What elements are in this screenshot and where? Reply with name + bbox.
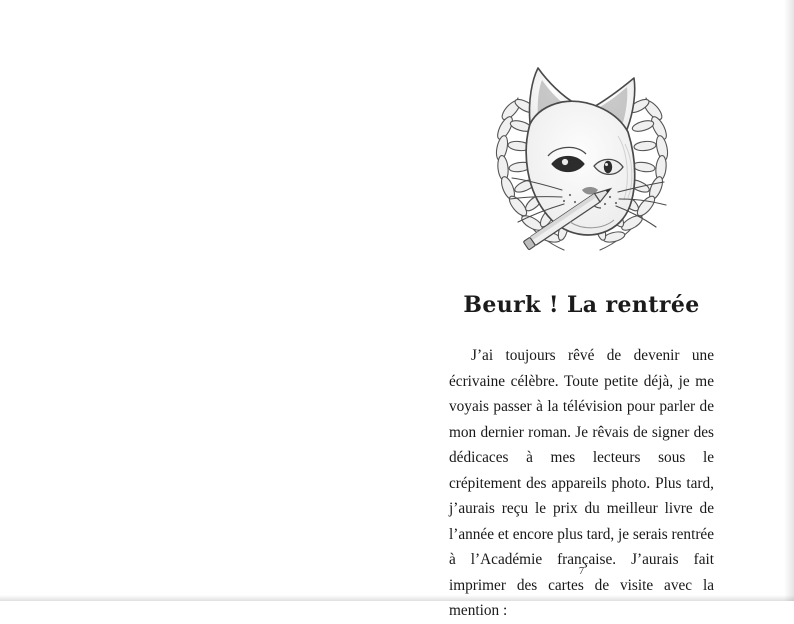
page-content-column <box>449 40 714 624</box>
cat-with-pencil-in-laurel-wreath-illustration <box>478 40 686 265</box>
chapter-title: Beurk ! La rentrée <box>463 292 700 318</box>
page-bottom-shadow <box>0 595 794 601</box>
body-paragraph: J’ai toujours rêvé de devenir une écrivaine célèbre. Toute petite déjà, je me voyais passer à la télévision pour parler de mon dernier roman. Je rêvais de signer des dédicaces à mes lecteurs sous le crépitement des appareils photo. Plus tard, j’aurais reçu le prix du meilleur livre de l’année et encore plus tard, je serais rentrée à l’Académie française. J’aurais fait imprimer des cartes de visite avec la mention : <box>449 347 715 620</box>
page-number: 7 <box>578 566 585 577</box>
